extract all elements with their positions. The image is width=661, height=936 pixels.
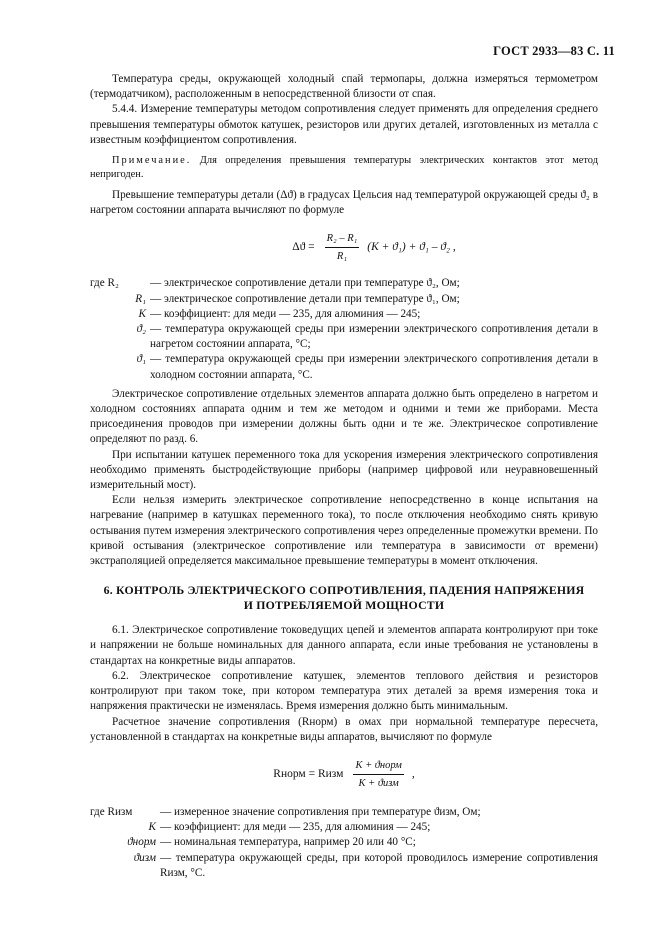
def-rizm [90, 805, 598, 820]
formula-normalized-resistance [90, 755, 598, 795]
page-header: ГОСТ 2933—83 С. 11 [493, 44, 615, 58]
paragraph-calculated-resistance: Расчетное значение сопротивления (Rнорм) в омах при нормальной температуре пересчета, установленной в стандартах на конкретные виды аппаратов, вычисляют по формуле [90, 715, 598, 743]
definitions-formula2 [90, 805, 598, 881]
def-theta-norm-text: — номинальная температура, например 20 или 40 °С; [160, 836, 416, 849]
def-r1-text: — электрическое сопротивление детали при температуре ϑ₁, Ом; [150, 292, 460, 305]
document-body [90, 72, 598, 885]
def-k2-symbol: K [148, 821, 156, 834]
formula1-tail: (K + ϑ₁) + ϑ₁ – ϑ₂ , [367, 240, 456, 253]
section-6-title [90, 583, 598, 613]
formula2-lhs: Rнорм = Rизм [273, 768, 344, 781]
def-theta2-symbol: ϑ₂ [136, 323, 146, 336]
paragraph-cooling-curve: Если нельзя измерить электрическое сопротивление непосредственно в конце испытания на нагревание (например в катушках переменного тока), то после отключения необходимо снять кривую остывания путем измерения электрического сопротивления через определенные промежутки времени. По кривой остывания (электрическое сопротивление или температура в зависимости от времени) экстраполяцией определяется максимальное превышение температуры в момент отключения. [90, 494, 598, 568]
def-theta-izm-symbol: ϑизм [133, 851, 156, 864]
def-theta1-symbol: ϑ₁ [136, 353, 146, 366]
def-k-symbol: K [138, 307, 146, 320]
definitions-formula1 [90, 276, 598, 382]
paragraph-5-4-4: 5.4.4. Измерение температуры методом сопротивления следует применять для определения среднего превышения температуры обмоток катушек, резисторов или других деталей, изготовленных из металла с известным коэффициентом сопротивления. [90, 103, 598, 146]
def-theta-norm-symbol: ϑнорм [127, 836, 156, 849]
def-r2-text: — электрическое сопротивление детали при температуре ϑ₂, Ом; [150, 277, 460, 290]
def-k-text: — коэффициент: для меди — 235, для алюминия — 245; [150, 307, 421, 320]
def-r2 [90, 276, 598, 291]
def-r1-symbol: R₁ [135, 292, 146, 305]
def-k2-text: — коэффициент: для меди — 235, для алюминия — 245; [160, 821, 431, 834]
formula2-tail: , [411, 768, 415, 781]
formula1-fraction [325, 231, 360, 264]
def-theta2-text: — температура окружающей среды при измерении электрического сопротивления детали в нагретом состоянии аппарата, °С; [150, 323, 598, 351]
formula-temperature-rise [150, 228, 598, 266]
paragraph-ac-coils: При испытании катушек переменного тока для ускорения измерения электрического сопротивления необходимо применять быстродействующие приборы (например цифровой или неуравновешенный измерительный мост). [90, 448, 598, 492]
formula2-fraction [353, 758, 403, 791]
formula2-denominator: K + ϑизм [358, 778, 399, 790]
formula1-lhs: Δϑ = [292, 240, 315, 253]
def-theta1-text: — температура окружающей среды при измерении электрического сопротивления детали в холодном состоянии аппарата, °С. [150, 353, 598, 381]
def-r1 [90, 292, 598, 307]
formula2-numerator: K + ϑнорм [353, 758, 403, 775]
paragraph-6-1: 6.1. Электрическое сопротивление токоведущих цепей и элементов аппарата контролируют при токе и напряжении не больше номинальных для данного аппарата, если иные требования не установлены в стандартах на конкретные виды аппаратов. [90, 624, 598, 667]
def-rizm-text: — измеренное значение сопротивления при температуре ϑизм, Ом; [160, 805, 481, 818]
note-text: Для определения превышения температуры электрических контактов этот метод непригоден. [90, 155, 598, 181]
def-theta2 [90, 322, 598, 352]
note [90, 154, 598, 182]
section-6-title-line2: И ПОТРЕБЛЯЕМОЙ МОЩНОСТИ [243, 598, 445, 613]
paragraph-resistance-states: Электрическое сопротивление отдельных элементов аппарата должно быть определено в нагретом и холодном состояниях аппарата одним и тем же методом и одними и теми же приборами. Места присоединения проводов при измерении должны быть одни и те же. Электрическое сопротивление определяют по разд. 6. [90, 387, 598, 446]
paragraph-6-2: 6.2. Электрическое сопротивление катушек, элементов теплового действия и резисторов контролируют при таком токе, при котором температура этих деталей за время измерения тока и напряжения практически не изменялась. Время измерения должно быть минимальным. [90, 669, 598, 713]
formula1-denominator: R₁ [336, 250, 347, 262]
def-r2-symbol: где R₂ [90, 277, 119, 290]
paragraph-temperature-rise: Превышение температуры детали (Δϑ) в градусах Цельсия над температурой окружающей среды ϑ₂ в нагретом состоянии аппарата вычисляют по формуле [90, 189, 598, 217]
formula1-numerator: R₂ – R₁ [325, 231, 360, 248]
def-theta-izm-text: — температура окружающей среды, при которой проводилось измерение сопротивления Rизм, °С. [160, 851, 598, 879]
def-theta1 [90, 352, 598, 382]
def-k [90, 307, 598, 322]
def-theta-norm [90, 835, 598, 850]
section-6-title-line1: 6. КОНТРОЛЬ ЭЛЕКТРИЧЕСКОГО СОПРОТИВЛЕНИЯ, ПАДЕНИЯ НАПРЯЖЕНИЯ [103, 583, 585, 598]
def-theta-izm [90, 851, 598, 881]
paragraph-thermocouple: Температура среды, окружающей холодный спай термопары, должна измеряться термометром (термодатчиком), расположенным в непосредственной близости от спая. [90, 73, 598, 101]
def-k2 [90, 820, 598, 835]
def-rizm-symbol: где Rизм [90, 805, 133, 818]
note-label: Примечание. [112, 155, 192, 167]
